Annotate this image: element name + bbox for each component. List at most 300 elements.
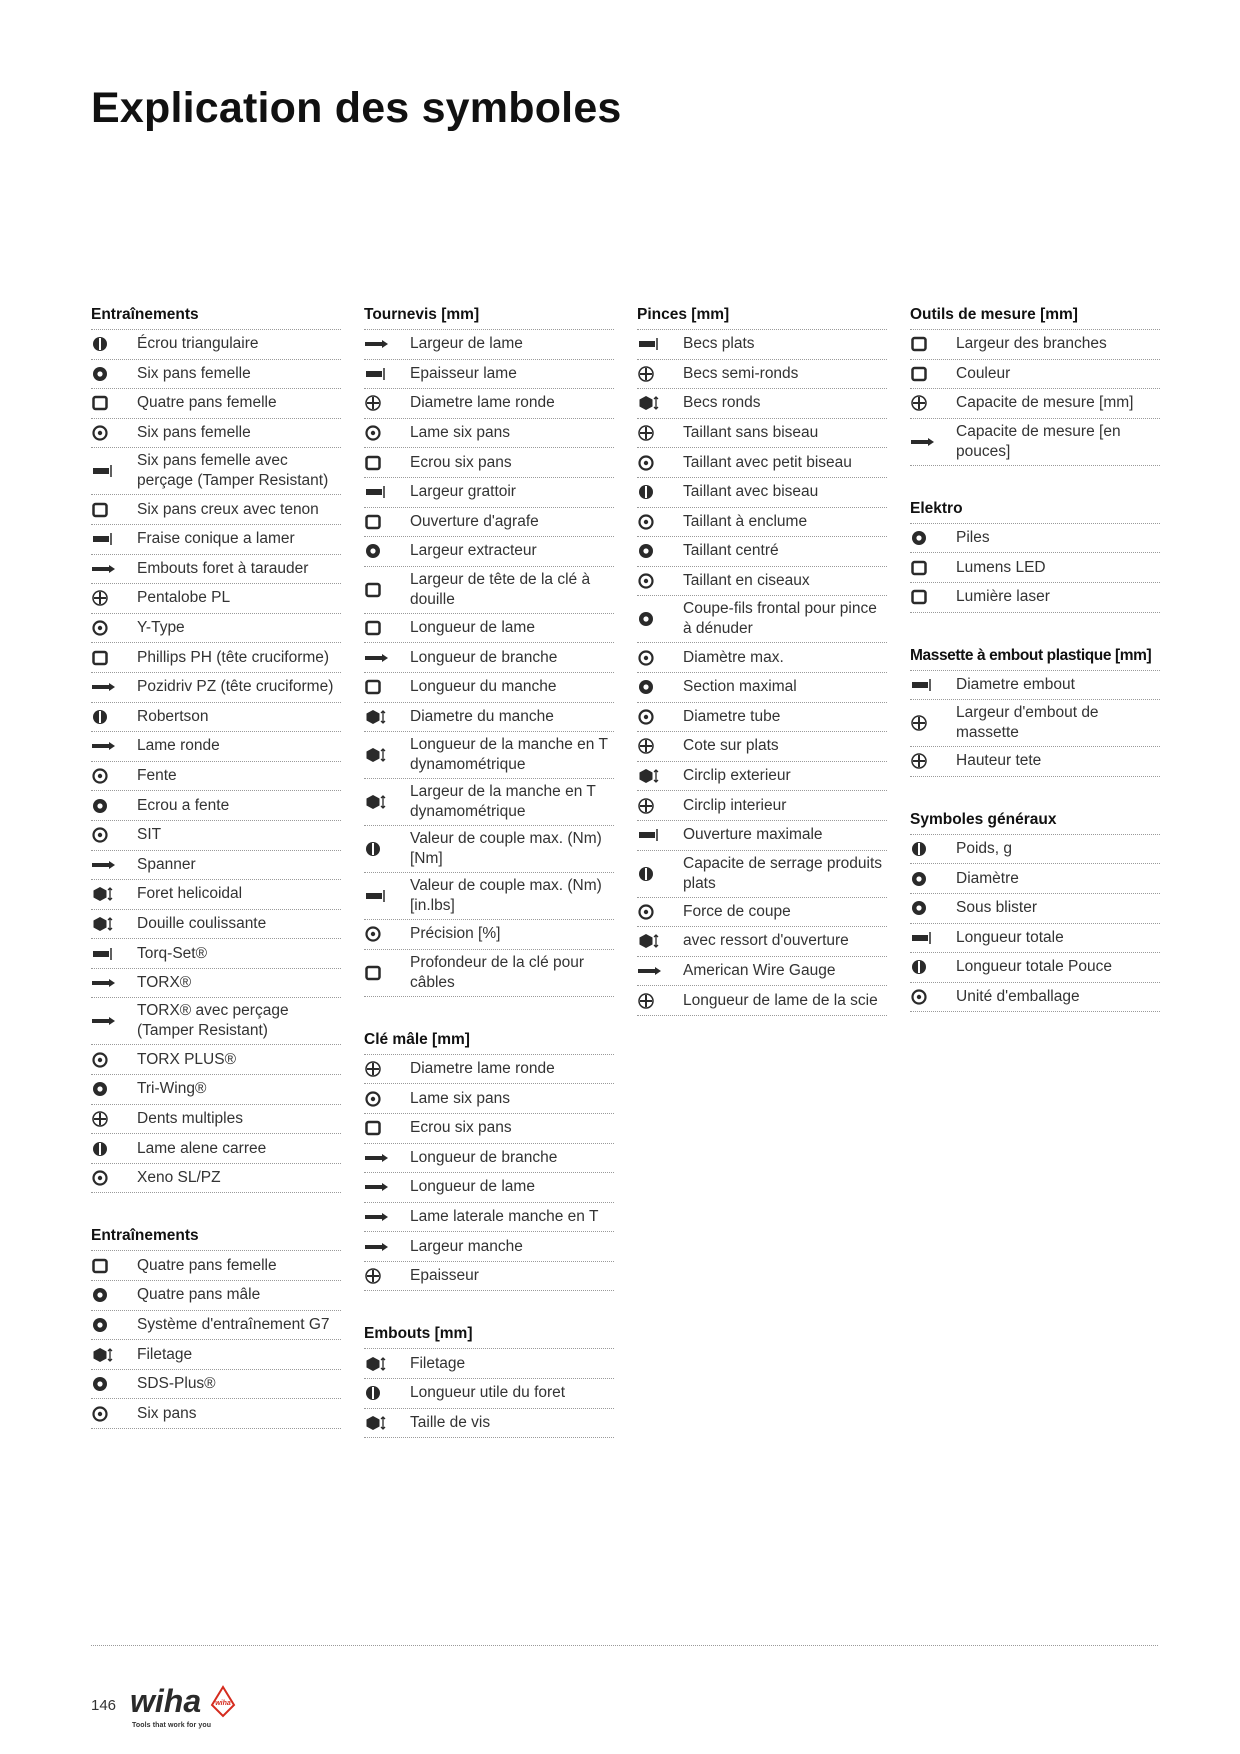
extractor-width-icon <box>364 542 410 560</box>
screw-size-icon <box>364 1414 390 1432</box>
t-lateral-blade-icon <box>364 1208 390 1226</box>
branch-width-icon <box>910 335 936 353</box>
hex-nut-icon <box>364 1119 410 1137</box>
symbol-row <box>910 983 1160 1013</box>
hex-female-icon <box>91 1405 117 1423</box>
symbol-row <box>910 953 1160 983</box>
hex-tamper-icon <box>91 462 137 480</box>
external-circlip-icon <box>637 767 683 785</box>
symbol-label: Écrou triangulaire <box>137 335 259 353</box>
sliding-socket-icon <box>91 915 117 933</box>
max-nm-icon <box>364 840 410 858</box>
hex-blade-icon <box>364 1090 410 1108</box>
symbol-section <box>910 494 1160 613</box>
half-round-jaws-icon <box>637 365 683 383</box>
xeno-icon <box>91 1169 117 1187</box>
symbol-label: Fraise conique a lamer <box>137 530 295 548</box>
symbol-label: Longueur du manche <box>410 678 557 696</box>
square-socket-icon <box>91 394 137 412</box>
symbol-row <box>910 583 1160 613</box>
tap-drill-icon <box>91 560 137 578</box>
scissor-edge-icon <box>637 572 683 590</box>
opening-spring-icon <box>637 932 683 950</box>
section-title: Outils de mesure [mm] <box>910 300 1160 330</box>
symbol-row <box>364 389 614 419</box>
square-socket-icon <box>91 394 117 412</box>
t-handle-length-icon <box>364 746 390 764</box>
symbol-label: Taillant sans biseau <box>683 424 819 442</box>
clamping-capacity-icon <box>637 865 663 883</box>
symbol-row <box>910 700 1160 747</box>
color-icon <box>910 365 936 383</box>
cable-depth-icon <box>364 964 410 982</box>
symbol-label: Fente <box>137 767 177 785</box>
hex-pin-icon <box>91 501 137 519</box>
symbol-label: Largeur de la manche en T dynamométrique <box>410 783 596 821</box>
brand-name: wiha <box>130 1683 202 1719</box>
section-title: Entraînements <box>91 300 341 330</box>
column-measuring <box>910 300 1160 1040</box>
clip-opening-icon <box>364 513 390 531</box>
blister-icon <box>910 899 936 917</box>
symbol-row <box>364 537 614 567</box>
symbol-row <box>364 1379 614 1409</box>
handle-length-icon <box>364 678 390 696</box>
symbol-row <box>364 732 614 779</box>
symbol-row <box>91 791 341 821</box>
symbol-row <box>91 1251 341 1281</box>
branch-length-icon <box>364 649 390 667</box>
symbol-row <box>910 894 1160 924</box>
scraper-width-icon <box>364 483 410 501</box>
symbol-row <box>637 791 887 821</box>
symbol-row <box>637 643 887 673</box>
cutting-force-icon <box>637 903 683 921</box>
symbol-section <box>910 641 1160 777</box>
symbol-row <box>364 448 614 478</box>
symbol-label: Epaisseur lame <box>410 364 517 382</box>
branch-width-icon <box>910 335 956 353</box>
symbol-label: Pozidriv PZ (tête cruciforme) <box>137 678 334 696</box>
symbol-label: Longueur totale <box>956 928 1064 946</box>
bevel-edge-icon <box>637 483 683 501</box>
handle-width-icon <box>364 1238 390 1256</box>
symbol-row <box>364 419 614 449</box>
hex-blade-icon <box>364 424 390 442</box>
symbol-row <box>910 924 1160 954</box>
page-title: Explication des symboles <box>91 84 622 132</box>
section-title: Embouts [mm] <box>364 1319 614 1349</box>
robertson-icon <box>91 708 117 726</box>
symbol-label: TORX® avec perçage (Tamper Resistant) <box>137 1002 289 1040</box>
cutting-force-icon <box>637 903 663 921</box>
branch-length-icon <box>364 649 410 667</box>
torq-set-icon <box>91 945 117 963</box>
blade-width-icon <box>364 335 390 353</box>
drill-length-icon <box>364 1384 410 1402</box>
symbol-label: Hauteur tete <box>956 752 1042 770</box>
symbol-label: Taillant centré <box>683 542 779 560</box>
tip-width-icon <box>910 714 936 732</box>
symbol-label: Poids, g <box>956 840 1013 858</box>
max-opening-icon <box>637 826 663 844</box>
symbol-label: TORX® <box>137 974 192 992</box>
t-handle-length-icon <box>364 746 410 764</box>
symbol-section <box>910 805 1160 1013</box>
symbol-row <box>364 1055 614 1085</box>
flat-jaws-icon <box>637 335 663 353</box>
across-flats-icon <box>637 737 663 755</box>
blade-thickness-icon <box>364 365 410 383</box>
symbol-row <box>910 671 1160 701</box>
diameter-icon <box>910 870 936 888</box>
thickness-icon <box>364 1267 410 1285</box>
saw-blade-icon <box>637 992 683 1010</box>
sliding-socket-icon <box>91 915 137 933</box>
hex-socket-icon <box>91 365 137 383</box>
phillips-icon <box>91 649 117 667</box>
symbol-label: Largeur grattoir <box>410 483 516 501</box>
symbol-row <box>364 1349 614 1379</box>
symbol-row <box>364 950 614 997</box>
symbol-label: Circlip exterieur <box>683 767 791 785</box>
symbol-row <box>91 495 341 525</box>
section-title: Elektro <box>910 494 1160 524</box>
symbol-row <box>91 703 341 733</box>
symbol-label: Largeur des branches <box>956 335 1107 353</box>
symbol-row <box>364 1262 614 1292</box>
hex-tamper-icon <box>91 462 117 480</box>
symbol-label: Quatre pans femelle <box>137 394 277 412</box>
head-height-icon <box>910 752 956 770</box>
symbol-row <box>364 1144 614 1174</box>
bit-thread-icon <box>364 1355 410 1373</box>
round-diameter-icon <box>364 394 410 412</box>
blade-length-icon <box>364 619 410 637</box>
led-icon <box>910 559 956 577</box>
symbol-label: Piles <box>956 529 990 547</box>
sds-plus-icon <box>91 1375 137 1393</box>
section-title: Symboles généraux <box>910 805 1160 835</box>
symbol-row <box>91 910 341 940</box>
symbol-row <box>637 330 887 360</box>
torx-plus-icon <box>91 1051 117 1069</box>
anvil-edge-icon <box>637 513 663 531</box>
column-drives <box>91 300 341 1457</box>
symbol-label: Largeur de tête de la clé à douille <box>410 570 591 608</box>
blade-length-icon <box>364 619 390 637</box>
extractor-width-icon <box>364 542 390 560</box>
symbol-row <box>364 1173 614 1203</box>
across-flats-icon <box>637 737 683 755</box>
total-length-icon <box>910 929 936 947</box>
hex-female-icon <box>91 424 137 442</box>
awg-icon <box>637 962 663 980</box>
pentalobe-icon <box>91 589 137 607</box>
section-icon <box>637 678 683 696</box>
l-key-blade-icon <box>364 1178 410 1196</box>
symbol-label: Longueur de branche <box>410 1148 558 1166</box>
section-title: Clé mâle [mm] <box>364 1025 614 1055</box>
symbol-row <box>91 1311 341 1341</box>
slotted-nut-icon <box>91 797 117 815</box>
symbol-label: Quatre pans femelle <box>137 1256 277 1274</box>
pozidriv-icon <box>91 678 137 696</box>
bevel-edge-icon <box>637 483 663 501</box>
max-inlbs-icon <box>364 887 390 905</box>
symbol-label: Six pans <box>137 1404 197 1422</box>
clip-opening-icon <box>364 513 410 531</box>
symbol-section <box>91 1221 341 1429</box>
tap-drill-icon <box>91 560 117 578</box>
phillips-icon <box>91 649 137 667</box>
symbol-row <box>91 555 341 585</box>
weight-icon <box>910 840 936 858</box>
symbol-label: Lumens LED <box>956 558 1046 576</box>
page-number: 146 <box>91 1697 117 1714</box>
symbol-label: Unité d'emballage <box>956 988 1080 1006</box>
symbol-label: Taillant en ciseaux <box>683 572 810 590</box>
torx-tamper-icon <box>91 1012 117 1030</box>
symbol-label: Capacite de mesure [en pouces] <box>956 422 1121 460</box>
symbol-label: Largeur manche <box>410 1237 523 1255</box>
clamping-capacity-icon <box>637 865 683 883</box>
symbol-row <box>91 998 341 1045</box>
no-bevel-edge-icon <box>637 424 663 442</box>
battery-icon <box>910 529 936 547</box>
torx-icon <box>91 974 137 992</box>
brand-badge: wiha <box>215 1700 231 1707</box>
square-socket-icon <box>91 1257 137 1275</box>
hex-socket-icon <box>91 365 117 383</box>
torx-plus-icon <box>91 1051 137 1069</box>
symbol-row <box>91 1045 341 1075</box>
symbol-row <box>364 478 614 508</box>
symbol-row <box>91 1340 341 1370</box>
symbol-row <box>91 643 341 673</box>
pentalobe-icon <box>91 589 117 607</box>
symbol-label: Y-Type <box>137 619 185 637</box>
socket-head-width-icon <box>364 581 410 599</box>
symbol-row <box>910 389 1160 419</box>
head-height-icon <box>910 752 936 770</box>
symbol-label: Six pans femelle avec perçage (Tamper Resistant) <box>137 452 329 490</box>
sds-plus-icon <box>91 1375 117 1393</box>
color-icon <box>910 365 956 383</box>
hex-nut-icon <box>364 454 390 472</box>
g7-drive-icon <box>91 1316 137 1334</box>
helical-drill-icon <box>91 885 117 903</box>
external-circlip-icon <box>637 767 663 785</box>
xeno-icon <box>91 1169 137 1187</box>
hex-nut-icon <box>364 454 410 472</box>
symbol-row <box>364 1232 614 1262</box>
hex-female-icon <box>91 1405 137 1423</box>
symbol-label: Douille coulissante <box>137 914 267 932</box>
hex-female-icon <box>91 424 117 442</box>
symbol-section <box>910 300 1160 466</box>
symbol-row <box>637 986 887 1016</box>
symbol-label: Embouts foret à tarauder <box>137 559 309 577</box>
y-type-icon <box>91 619 117 637</box>
tube-diameter-icon <box>637 708 683 726</box>
symbol-label: Circlip interieur <box>683 796 787 814</box>
square-male-icon <box>91 1286 137 1304</box>
pozidriv-icon <box>91 678 117 696</box>
max-nm-icon <box>364 840 390 858</box>
tri-wing-icon <box>91 1080 117 1098</box>
center-edge-icon <box>637 542 663 560</box>
symbol-label: Valeur de couple max. (Nm) [in.lbs] <box>410 877 602 915</box>
bit-thread-icon <box>364 1355 390 1373</box>
symbol-row <box>637 703 887 733</box>
scraper-width-icon <box>364 483 390 501</box>
scissor-edge-icon <box>637 572 663 590</box>
symbol-row <box>637 898 887 928</box>
section-title: Tournevis [mm] <box>364 300 614 330</box>
symbol-label: Becs plats <box>683 335 755 353</box>
symbol-row <box>637 508 887 538</box>
symbol-section <box>364 300 614 997</box>
symbol-row <box>637 821 887 851</box>
section-title: Pinces [mm] <box>637 300 887 330</box>
symbol-label: Lame ronde <box>137 737 220 755</box>
symbol-label: Longueur de branche <box>410 648 558 666</box>
symbol-label: Précision [%] <box>410 925 501 943</box>
blade-width-icon <box>364 335 410 353</box>
symbol-label: Valeur de couple max. (Nm) [Nm] <box>410 830 602 868</box>
symbol-row <box>364 508 614 538</box>
tri-wing-icon <box>91 1080 137 1098</box>
square-male-icon <box>91 1286 117 1304</box>
symbol-label: Taillant à enclume <box>683 512 808 530</box>
symbol-row <box>364 1114 614 1144</box>
symbol-label: Diametre embout <box>956 675 1075 693</box>
saw-blade-icon <box>637 992 663 1010</box>
total-length-inch-icon <box>910 958 956 976</box>
symbol-row <box>910 360 1160 390</box>
symbol-label: Pentalobe PL <box>137 589 231 607</box>
max-inlbs-icon <box>364 887 410 905</box>
symbol-row <box>91 1370 341 1400</box>
symbol-row <box>364 360 614 390</box>
symbol-label: Diametre du manche <box>410 707 554 725</box>
l-key-branch-icon <box>364 1149 390 1167</box>
symbol-row <box>910 747 1160 777</box>
symbol-label: Robertson <box>137 707 209 725</box>
measure-capacity-in-icon <box>910 433 956 451</box>
symbol-row <box>91 1164 341 1194</box>
symbol-row <box>364 779 614 826</box>
symbol-row <box>91 1399 341 1429</box>
symbol-label: Filetage <box>410 1354 466 1372</box>
thread-icon <box>91 1346 137 1364</box>
symbol-row <box>637 851 887 898</box>
symbol-row <box>637 478 887 508</box>
symbol-label: Spanner <box>137 855 196 873</box>
symbol-row <box>91 419 341 449</box>
symbol-section <box>637 300 887 1016</box>
symbol-label: Couleur <box>956 364 1011 382</box>
center-edge-icon <box>637 542 683 560</box>
t-lateral-blade-icon <box>364 1208 410 1226</box>
weight-icon <box>910 840 956 858</box>
symbol-label: SIT <box>137 826 162 844</box>
section-title: Massette à embout plastique [mm] <box>910 641 1160 671</box>
symbol-label: Longueur de lame <box>410 619 535 637</box>
symbol-label: Ecrou six pans <box>410 453 512 471</box>
symbol-label: Capacite de mesure [mm] <box>956 394 1134 412</box>
hex-blade-icon <box>364 424 410 442</box>
total-length-inch-icon <box>910 958 936 976</box>
tip-width-icon <box>910 714 956 732</box>
symbol-label: American Wire Gauge <box>683 961 836 979</box>
triangle-nut-icon <box>91 335 117 353</box>
no-bevel-edge-icon <box>637 424 683 442</box>
square-blade-icon <box>91 1140 137 1158</box>
diameter-icon <box>910 870 956 888</box>
max-diameter-icon <box>637 649 683 667</box>
symbol-label: Six pans femelle <box>137 424 251 442</box>
symbol-label: Tri-Wing® <box>137 1080 207 1098</box>
round-diameter-icon <box>364 1060 410 1078</box>
total-length-icon <box>910 929 956 947</box>
section-title: Entraînements <box>91 1221 341 1251</box>
symbol-label: Epaisseur <box>410 1267 479 1285</box>
spanner-icon <box>91 856 137 874</box>
hex-pin-icon <box>91 501 117 519</box>
symbol-label: Dents multiples <box>137 1109 243 1127</box>
precision-icon <box>364 925 390 943</box>
symbol-row <box>364 567 614 614</box>
small-bevel-edge-icon <box>637 454 683 472</box>
round-diameter-icon <box>364 1060 390 1078</box>
symbol-label: Capacite de serrage produits plats <box>683 854 883 892</box>
symbol-row <box>364 1203 614 1233</box>
torx-tamper-icon <box>91 1012 137 1030</box>
half-round-jaws-icon <box>637 365 663 383</box>
symbol-row <box>91 584 341 614</box>
countersink-icon <box>91 530 117 548</box>
internal-circlip-icon <box>637 797 683 815</box>
symbol-label: Largeur d'embout de massette <box>956 704 1099 742</box>
anvil-edge-icon <box>637 513 683 531</box>
g7-drive-icon <box>91 1316 117 1334</box>
t-handle-width-icon <box>364 793 390 811</box>
symbol-label: Lame six pans <box>410 1089 510 1107</box>
measure-capacity-mm-icon <box>910 394 956 412</box>
stripper-icon <box>637 610 663 628</box>
battery-icon <box>910 529 956 547</box>
symbol-row <box>91 525 341 555</box>
symbol-row <box>637 389 887 419</box>
round-jaws-icon <box>637 394 683 412</box>
symbol-row <box>910 419 1160 466</box>
socket-head-width-icon <box>364 581 390 599</box>
symbol-row <box>637 360 887 390</box>
sit-icon <box>91 826 117 844</box>
symbol-label: Ecrou a fente <box>137 796 230 814</box>
symbol-row <box>637 596 887 643</box>
torx-icon <box>91 974 117 992</box>
symbol-label: Quatre pans mâle <box>137 1286 261 1304</box>
symbol-label: Xeno SL/PZ <box>137 1169 221 1187</box>
symbol-row <box>91 939 341 969</box>
symbol-label: Largeur extracteur <box>410 542 537 560</box>
measure-capacity-mm-icon <box>910 394 936 412</box>
small-bevel-edge-icon <box>637 454 663 472</box>
square-blade-icon <box>91 1140 117 1158</box>
